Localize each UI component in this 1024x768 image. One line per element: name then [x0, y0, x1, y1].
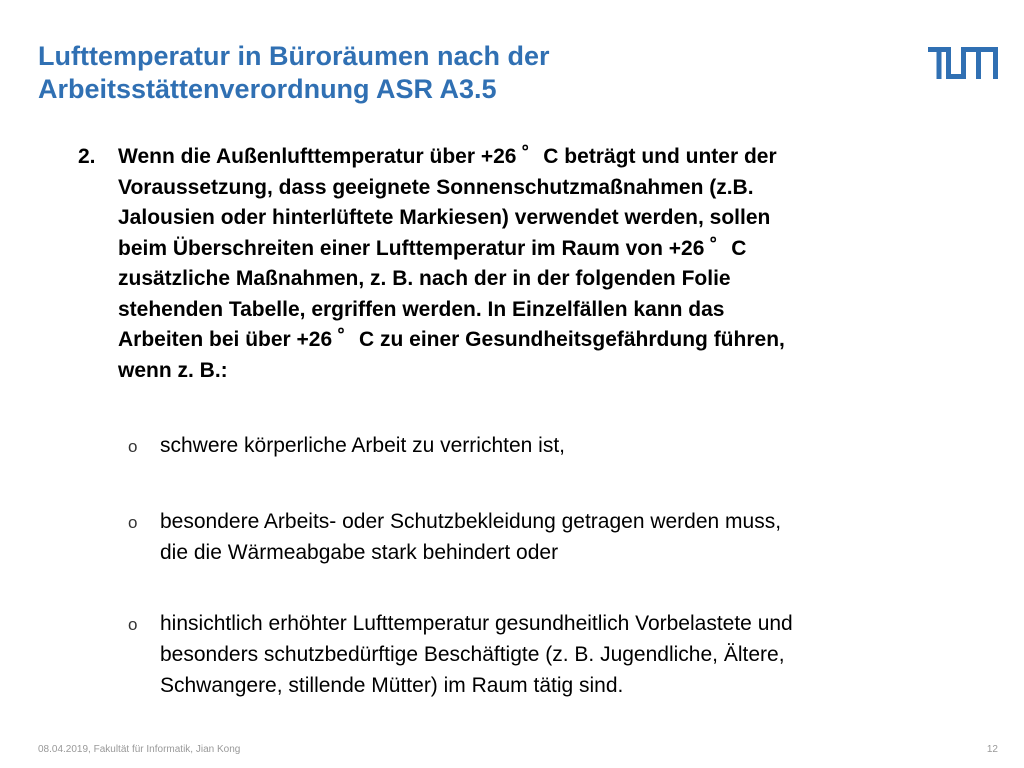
bullet-text: [160, 430, 958, 461]
slide-footer: 08.04.2019, Fakultät für Informatik, Jian Kong: [38, 744, 241, 755]
numbered-item: [78, 142, 958, 386]
item-text-line: Jalousien oder hinterlüftete Markiesen) verwendet werden, sollen: [118, 206, 771, 229]
bullet-text-line: besonders schutzbedürftige Beschäftigte (z. B. Jugendliche, Ältere,: [160, 643, 785, 666]
bullet-text-line: besondere Arbeits- oder Schutzbekleidung getragen werden muss,: [160, 510, 782, 533]
bullet-marker-icon: o: [128, 513, 138, 532]
bullet-text-line: hinsichtlich erhöhter Lufttemperatur gesundheitlich Vorbelastete und: [160, 612, 793, 635]
item-text-line: Wenn die Außenlufttemperatur über +26 ゜C beträgt und unter der: [118, 145, 777, 168]
item-text-line: wenn z. B.:: [118, 358, 228, 382]
item-text-line: beim Überschreiten einer Lufttemperatur im Raum von +26 ゜C: [118, 236, 747, 260]
bullet-text: [160, 608, 958, 701]
bullet-marker-icon: o: [128, 437, 138, 456]
slide-title-line: Lufttemperatur in Büroräumen nach der: [38, 41, 550, 71]
list-item: [128, 430, 958, 461]
list-item: [128, 608, 958, 701]
tum-logo: [928, 47, 998, 79]
item-text-line: Arbeiten bei über +26 ゜C zu einer Gesundheitsgefährdung führen,: [118, 328, 785, 351]
page-number: 12: [986, 744, 998, 755]
item-text-line: stehenden Tabelle, ergriffen werden. In Einzelfällen kann das: [118, 297, 725, 321]
list-item: [128, 506, 958, 568]
item-text: [118, 142, 958, 386]
item-text-line: Voraussetzung, dass geeignete Sonnenschutzmaßnahmen (z.B.: [118, 175, 754, 199]
bullet-marker-icon: o: [128, 615, 138, 634]
bullet-text-line: die die Wärmeabgabe stark behindert oder: [160, 541, 559, 564]
bullet-text: [160, 506, 958, 568]
item-number: 2.: [78, 145, 96, 168]
slide-title: [38, 40, 878, 106]
slide-title-line: Arbeitsstättenverordnung ASR A3.5: [38, 74, 497, 104]
bullet-text-line: Schwangere, stillende Mütter) im Raum tätig sind.: [160, 674, 624, 697]
bullet-text-line: schwere körperliche Arbeit zu verrichten ist,: [160, 434, 565, 457]
item-text-line: zusätzliche Maßnahmen, z. B. nach der in der folgenden Folie: [118, 267, 731, 290]
